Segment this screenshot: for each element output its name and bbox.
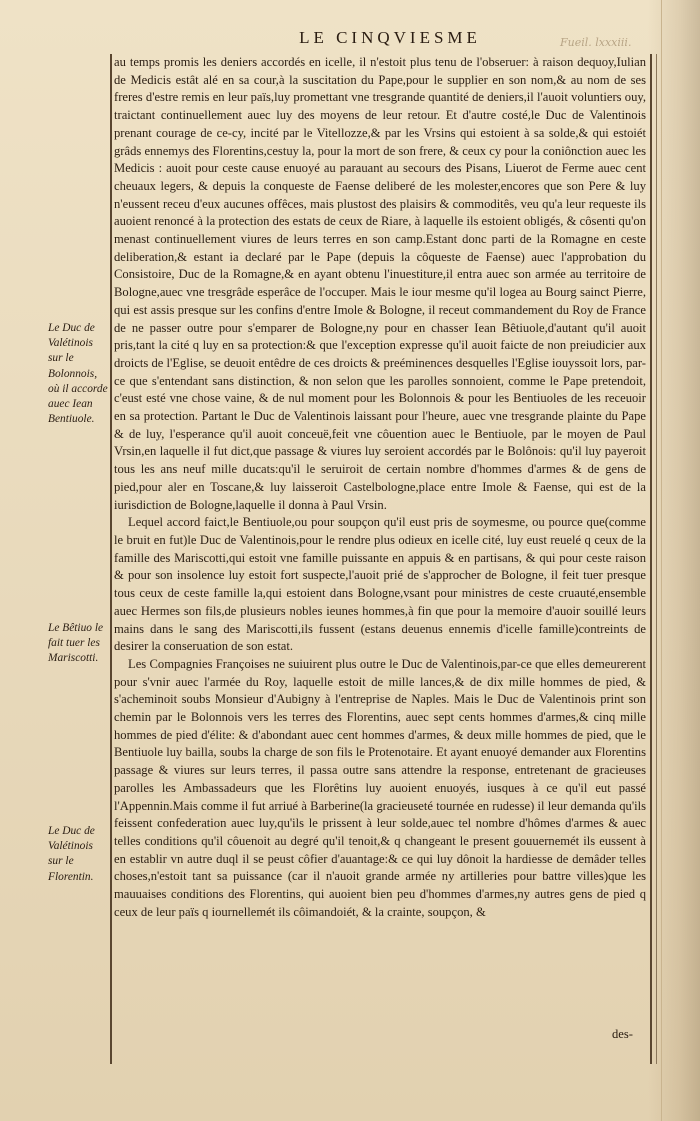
catchword: des- xyxy=(612,1027,633,1041)
margin-note-valentinois-florentin: Le Duc de Valétinois sur le Florentin. xyxy=(48,825,95,883)
right-column-rule-inner xyxy=(656,54,657,1064)
paragraph-2: Lequel accord faict,le Bentiuole,ou pour soupçon qu'il eust pris de soymesme, ou pource que(comme le bruit en fut)le Duc de Valentinois,pour le rendre plus odieux en icelle cité, luy eust reuelé q ceux de la famille des Mariscotti,qui estoit vne famille puissante en appuis & en partisans, & qui pour ceste raison & pour son insolence luy estoit fort suspecte,l'auoit prié de s'approcher de Bologne, il feit tuer presque tous ceux de ceste famille la,qui estoient dans Bologne,vsant pour ministres de ceste cruauté,ensemble auec Hermes son fils,de plusieurs nobles ieunes hommes,à fin que pour la memoire d'auoir souillé leurs mains dans le sang des Mariscotti,ils fussent (estans deuenus ennemis d'icelle famille)contreints de desirer la conseruation de son estat. xyxy=(114,515,646,654)
right-column-rule xyxy=(650,54,652,1064)
main-text-column xyxy=(114,54,646,921)
left-column-rule xyxy=(110,54,112,1064)
paragraph-1: au temps promis les deniers accordés en icelle, il n'estoit plus tenu de l'obseruer: à raison dequoy,Iulian de Medicis estât alé en sa cour,à la suscitation du Pape,pour le supplier en son nom,& au nom de ses freres d'estre remis en leur païs,luy promettant vne tresgrande quantité de deniers,il l'auoit voluntiers ouy, traictant continuellement auec luy des moyens de leur retour. Et d'autre costé,le Duc de Valentinois prenant courage de ce-cy, incité par le Vitellozze,& par les Vrsins qui estoient à sa solde,& qui estoiét grâds ennemys des Florentins,cestuy la, pour la mort de son frere, & ceux cy pour la coniônction auec les Medicis : auoit pour ceste cause enuoyé au parauant au secours des Pisans, Liuerot de Ferme auec cent cheuaux legers, & depuis la conqueste de Faense deliberé de les molester,encores que son Pere & luy n'eussent receu d'eux aucunes offêces, mais plustost des plaisirs & commoditês, veu qu'a leur requeste ils auoient renoncé à la protection des estats de ceux de Riare, à laquelle ils estoient obligés, & côsenti qu'on menast continuellement viures de leurs terres en son camp.Estant donc parti de la Romagne en ceste deliberation,& estant ia declaré par le Pape (depuis la côqueste de Faense) auec l'approbation du Consistoire, Duc de la Romagne,& en ayant obtenu l'inuestiture,il entra auec son armée au territoire de Bologne,auec vne tresgrâde esperâce de l'occuper. Mais le iour mesme qu'il logea au Bourg sainct Pierre, qui est assis presque sur les confins d'entre Imole & Bologne, il receut commandement du Roy de France de ne passer outre pour s'emparer de Bologne,ny pour en chasser Iean Bêtiuole,d'autant qu'il auoit pris,tant la cité q luy en sa protection:& que l'exception expresse qu'il auoit faicte de non preiudicier aux droicts de l'Eglise, se deuoit entêdre de ces droicts & preéminences desquelles l'Eglise iouyssoit lors, par-ce que s'entendant sans distinction, & non selon que les parolles sonnoient, comme le Pape pretendoit, c'eust esté vne chose vaine, & de nul moment pour les Bolonnois & pour les Bentiuoles de les receuoir en sa protection. Partant le Duc de Valentinois laissant pour l'heure, auec vne tresgrande plainte du Pape & de luy, l'esperance qu'il auoit conceuë,feit vne côuention auec le Bentiuole, par le moyen de Paul Vrsin,en laquelle il fut dict,que passage & viures luy seroient accordés par le Bolônois: qu'il luy payeroit tous les ans neuf mille ducats:qu'il le seruiroit de certain nombre d'hommes d'armes & de gens de pied,pour aler en Toscane,& luy laisseroit Castelbologne,place entre Imole & Faense, qui est de la iurisdiction de Bologne,laquelle il donna à Paul Vrsin. xyxy=(114,55,646,512)
page-edge-line xyxy=(661,0,662,1121)
margin-note-mariscotti: Le Bêtiuo le fait tuer les Mariscotti. xyxy=(48,622,104,665)
running-title: LE CINQVIESME xyxy=(299,28,481,47)
paragraph-3: Les Compagnies Françoises ne suiuirent plus outre le Duc de Valentinois,par-ce que elles demeurerent pour s'vnir auec l'armée du Roy, laquelle estoit de mille lances,& de dix mille hommes de pied, & s'acheminoit soubs Monsieur d'Aubigny à l'entreprise de Naples. Mais le Duc de Valentinois print son chemin par le Bolonnois vers les terres des Florentins, auec sept cents hommes d'armes,& cinq mille hommes de pied d'élite: & d'abondant auec cent hommes d'armes, & deux mille hommes de pied, que le Bentiuole luy bailla, soubs la charge de son fils le Protenotaire. Et ayant enuoyé demander aux Florentins passage & viures sur leurs terres, il passa outre sans attendre la response, entretenant de gracieuses parolles les Ambassadeurs que les Florêtins luy auoient enuoyés, iusques à ce qu'il eut passé l'Appennin.Mais comme il fut arriué à Barberine(la gracieuseté tournée en rudesse) il leur demanda qu'ils feissent confederation auec luy,qu'ils le prissent à leur solde,auec tel nombre d'hômes d'armes & auec telles conditions qu'il côuenoit au degré qu'il tenoit,& q changeant le present gouuernemét ils eussent à en establir vn autre duql il se peust côfier d'auantage:& ce qui luy dônoit la hardiesse de demâder telles choses,n'estoit tant sa puissance (car il n'auoit grande armée ny artilleries pour battre villes)que les mauuaises conditions des Florentins, qui auoient bien peu d'hommes d'armes,ny autres gens de pied q ceux de leur païs q iournellemét ils côimandoiét, & la crainte, soupçon, & xyxy=(114,656,646,919)
bleed-through-folio: Fueil. lxxxiii. xyxy=(560,36,632,49)
margin-note-valentinois-bolonnois: Le Duc de Valétinois sur le Bolonnois, où il accorde auec Iean Bentiuole. xyxy=(48,322,108,426)
